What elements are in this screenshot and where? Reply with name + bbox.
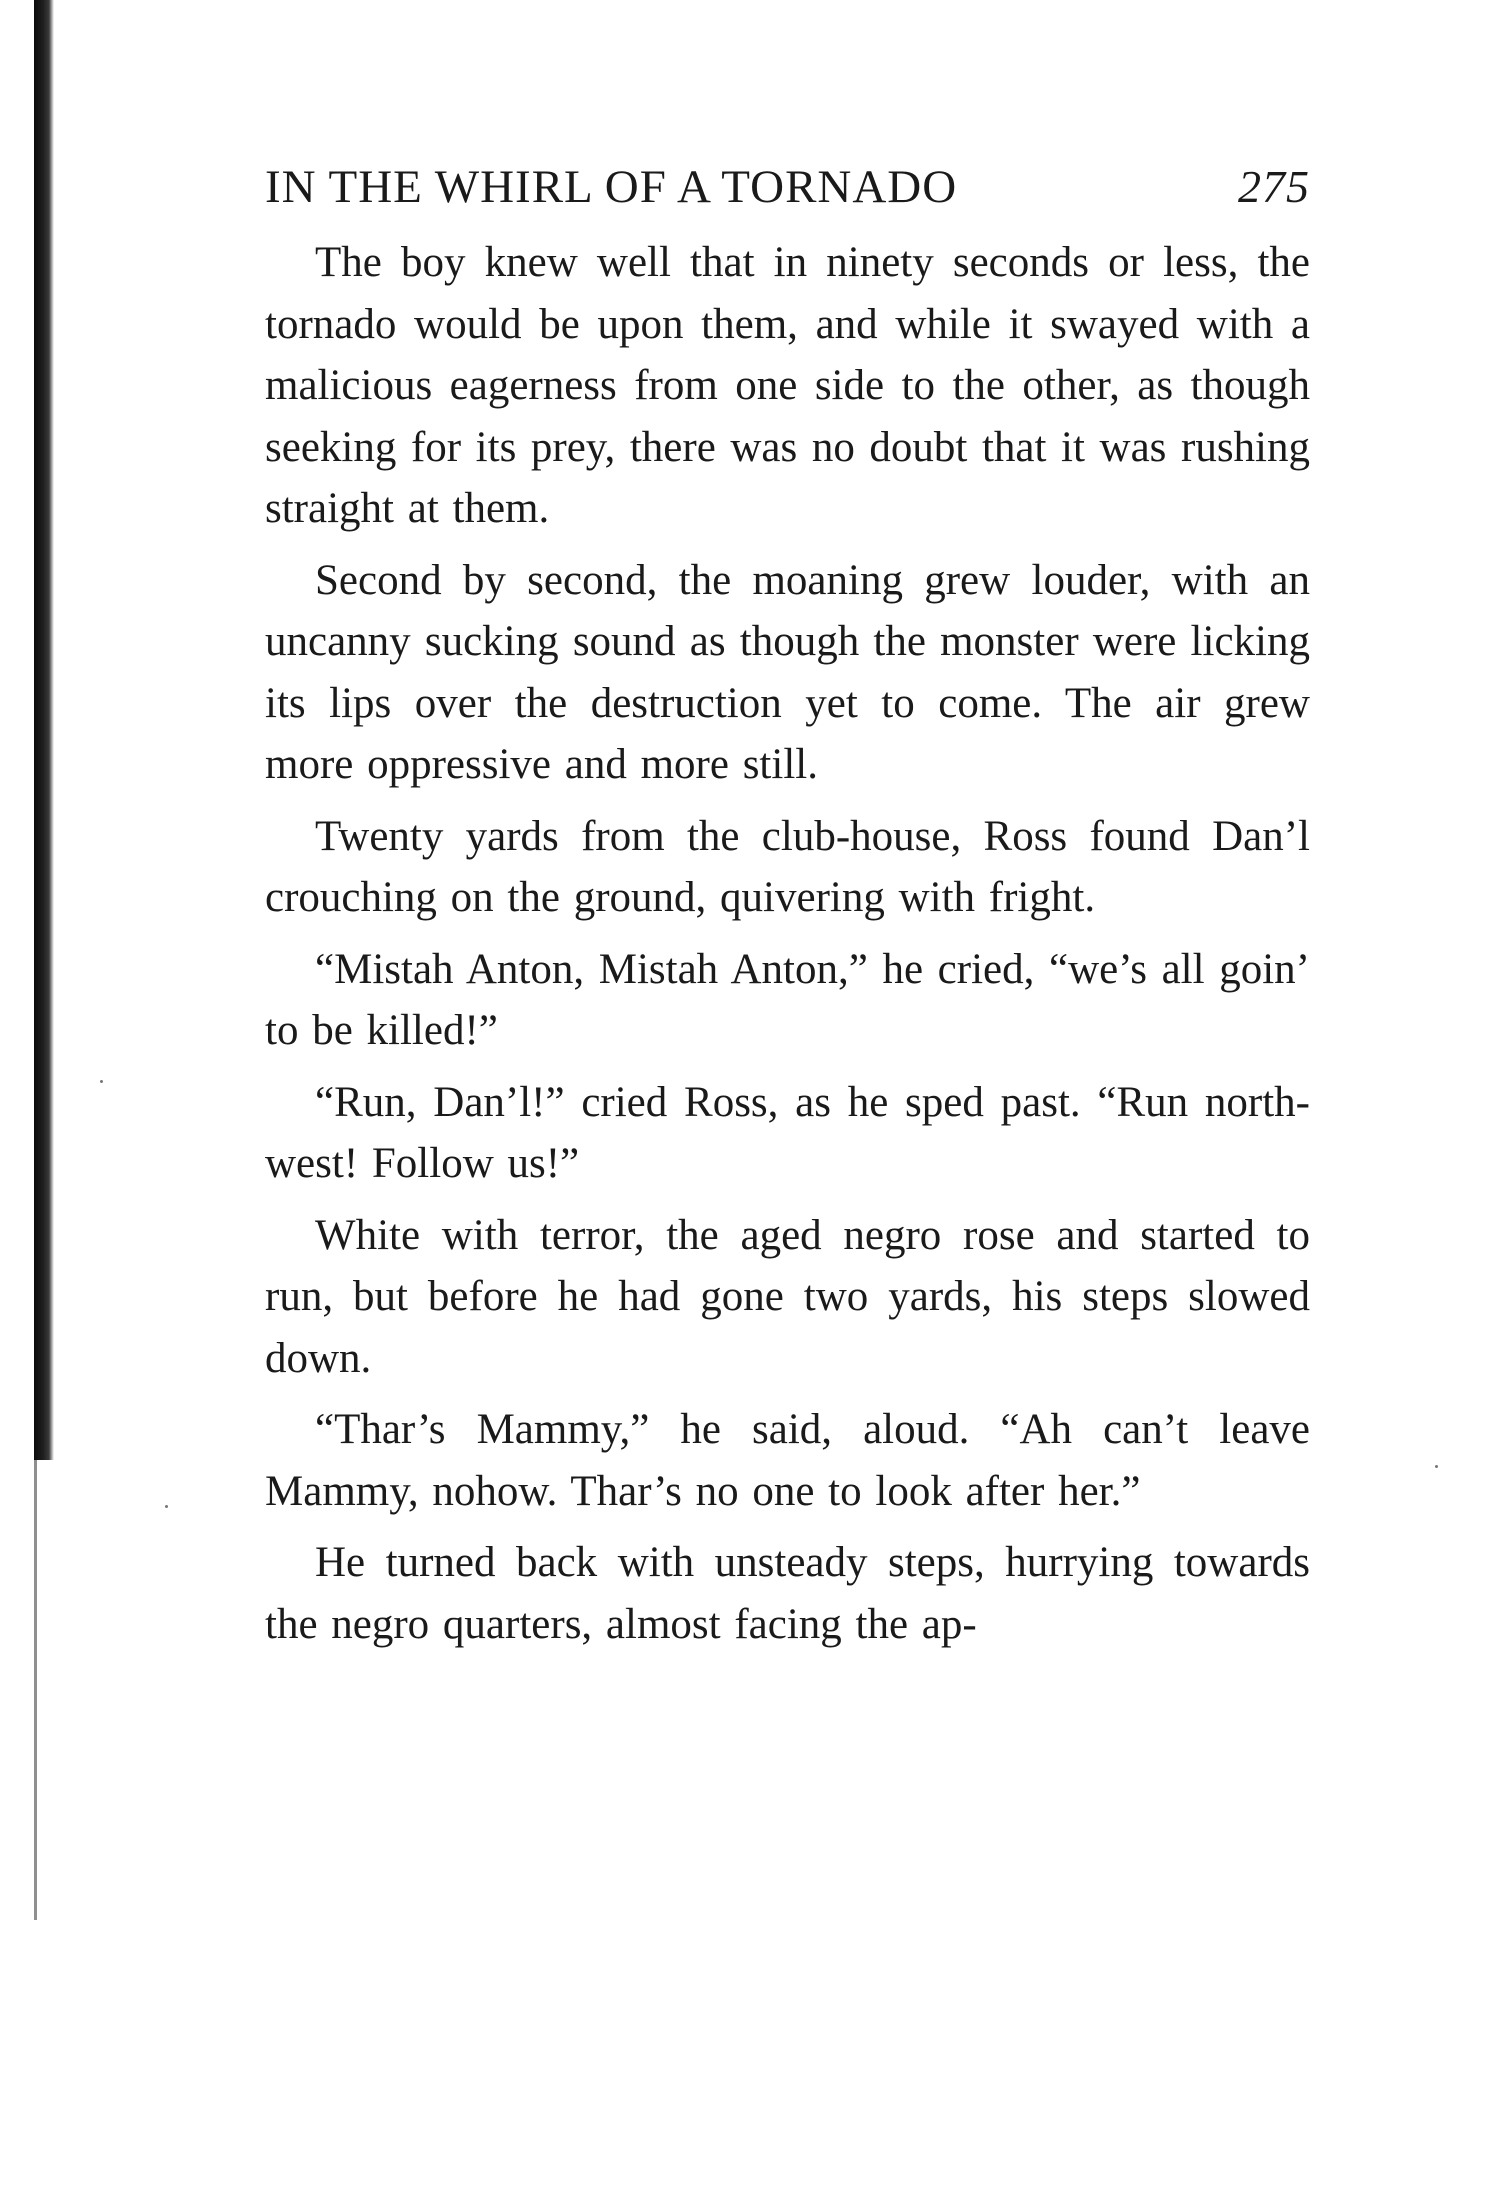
paragraph-2: Second by second, the moaning grew louder, with an uncanny sucking sound as though the monster were licking its lips over the destruction yet to come. The air grew more oppressive and more still. (265, 556, 1310, 788)
paragraph-4: “Mistah Anton, Mistah Anton,” he cried, “we’s all goin’ to be killed!” (265, 945, 1310, 1054)
paragraph-7: “Thar’s Mammy,” he said, aloud. “Ah can’t leave Mammy, nohow. Thar’s no one to look after her.” (265, 1406, 1310, 1515)
paragraph-3: Twenty yards from the club-house, Ross found Dan’l crouching on the ground, quivering with fright. (265, 812, 1310, 921)
paragraph-8: He turned back with unsteady steps, hurrying towards the negro quarters, almost facing the ap- (265, 1539, 1310, 1648)
chapter-title: IN THE WHIRL OF A TORNADO (265, 161, 958, 213)
paper-speck (1435, 1465, 1438, 1468)
book-page (265, 160, 1310, 1665)
paragraph-5: “Run, Dan’l!” cried Ross, as he sped past. “Run north-west! Follow us!” (265, 1078, 1310, 1187)
paper-speck (165, 1505, 168, 1508)
page-number: 275 (1238, 161, 1310, 212)
binding-gutter-shadow (34, 0, 54, 1460)
paragraph-6: White with terror, the aged negro rose and started to run, but before he had gone two yards, his steps slowed down. (265, 1211, 1310, 1382)
running-head (265, 160, 1310, 214)
binding-gutter-line (34, 1460, 37, 1920)
paper-speck (100, 1080, 103, 1083)
paragraph-1: The boy knew well that in ninety seconds or less, the tornado would be upon them, and while it swayed with a malicious eagerness from one side to the other, as though seeking for its prey, there was no doubt that it was rushing straight at them. (265, 239, 1310, 532)
